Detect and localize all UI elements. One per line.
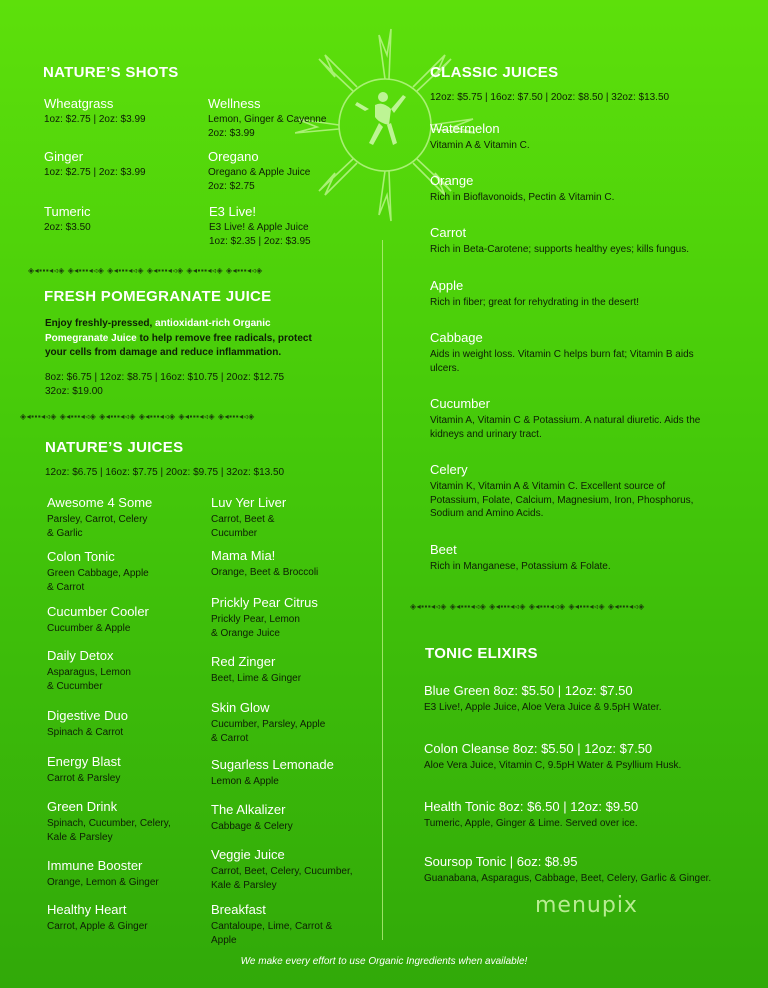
item-desc: Oregano & Apple Juice xyxy=(208,167,311,178)
item-desc: Vitamin A & Vitamin C. xyxy=(430,140,530,151)
item-desc: Vitamin K, Vitamin A & Vitamin C. Excellent source of xyxy=(430,481,666,492)
item-name: Beet xyxy=(430,542,457,557)
item-desc: ulcers. xyxy=(430,362,460,374)
item-desc: & Carrot xyxy=(211,732,249,744)
item-name: E3 Live! xyxy=(209,204,256,219)
item-price: 2oz: $3.99 xyxy=(208,127,255,139)
menu-item xyxy=(430,278,639,310)
item-name: Prickly Pear Citrus xyxy=(211,595,318,610)
item-price: 1oz: $2.35 | 2oz: $3.95 xyxy=(209,235,311,247)
tonic-elixirs-title: TONIC ELIXIRS xyxy=(425,645,538,662)
menu-item xyxy=(47,648,131,693)
menu-item xyxy=(211,802,293,834)
item-desc: Cucumber xyxy=(211,527,258,539)
item-name: Orange xyxy=(430,173,474,188)
item-name: Daily Detox xyxy=(47,648,114,663)
menu-item xyxy=(424,683,662,715)
item-desc: Green Cabbage, Apple xyxy=(47,568,149,579)
menu-item-e3-live xyxy=(209,204,311,248)
menu-item xyxy=(47,902,148,934)
item-name: Tumeric xyxy=(44,204,91,219)
item-name: Carrot xyxy=(430,225,467,240)
menu-item xyxy=(47,708,128,740)
item-name: Colon Tonic xyxy=(47,549,115,564)
ornament-divider: ◈◂▪▪▪◂◃◈ ◈◂▪▪▪◂◃◈ ◈◂▪▪▪◂◃◈ ◈◂▪▪▪◂◃◈ ◈◂▪▪▪◂◃◈ ◈◂▪▪▪◂◃◈ xyxy=(20,412,255,420)
item-name: Apple xyxy=(430,278,464,293)
pomegranate-desc-part: to help remove free radicals, protect your cells from damage and reduce inflammation. xyxy=(45,332,312,358)
item-desc: Lemon, Ginger & Cayenne xyxy=(208,114,327,125)
item-name: Immune Booster xyxy=(47,858,143,873)
item-desc: Carrot & Parsley xyxy=(47,773,121,784)
item-price: 2oz: $2.75 xyxy=(208,180,255,192)
item-name: Breakfast xyxy=(211,902,266,917)
item-price: 1oz: $2.75 | 2oz: $3.99 xyxy=(44,167,146,178)
item-desc: & Garlic xyxy=(47,527,83,539)
natures-juices-prices: 12oz: $6.75 | 16oz: $7.75 | 20oz: $9.75 | 32oz: $13.50 xyxy=(45,467,285,478)
menu-item xyxy=(430,225,689,257)
item-name: Health Tonic 8oz: $6.50 | 12oz: $9.50 xyxy=(424,799,639,814)
item-desc: Cantaloupe, Lime, Carrot & xyxy=(211,921,333,932)
menu-item xyxy=(430,121,530,153)
menu-item xyxy=(47,604,149,636)
item-desc: Cucumber & Apple xyxy=(47,623,131,634)
item-name: Healthy Heart xyxy=(47,902,127,917)
pomegranate-desc-highlight: antioxidant-rich Organic Pomegranate Juice xyxy=(45,318,271,344)
item-price: 2oz: $3.50 xyxy=(44,222,91,233)
item-desc: Carrot, Beet & xyxy=(211,514,275,525)
ornament-divider: ◈◂▪▪▪◂◃◈ ◈◂▪▪▪◂◃◈ ◈◂▪▪▪◂◃◈ ◈◂▪▪▪◂◃◈ ◈◂▪▪▪◂◃◈ ◈◂▪▪▪◂◃◈ xyxy=(28,266,263,274)
menu-item-wellness xyxy=(208,96,326,140)
item-name: Luv Yer Liver xyxy=(211,495,287,510)
item-name: Mama Mia! xyxy=(211,548,276,563)
item-desc: Rich in Beta-Carotene; supports healthy eyes; kills fungus. xyxy=(430,244,690,255)
column-divider xyxy=(382,240,383,940)
menu-item-wheatgrass xyxy=(44,96,146,127)
item-desc: & Cucumber xyxy=(47,680,103,692)
item-name: Green Drink xyxy=(47,799,118,814)
item-name: Red Zinger xyxy=(211,654,276,669)
item-desc: Spinach, Cucumber, Celery, xyxy=(47,818,171,829)
item-desc: Cucumber, Parsley, Apple xyxy=(211,719,326,730)
item-desc: & Carrot xyxy=(47,581,85,593)
menu-item xyxy=(430,396,700,441)
menu-item-ginger xyxy=(44,149,146,180)
pomegranate-desc-part: Enjoy freshly-pressed, xyxy=(45,318,156,329)
menu-item xyxy=(430,173,614,205)
item-name: Soursop Tonic | 6oz: $8.95 xyxy=(424,854,578,869)
item-desc: Tumeric, Apple, Ginger & Lime. Served over ice. xyxy=(424,818,638,829)
item-desc: Parsley, Carrot, Celery xyxy=(47,514,148,525)
item-desc: Vitamin A, Vitamin C & Potassium. A natural diuretic. Aids the xyxy=(430,415,701,426)
menu-item xyxy=(430,462,693,521)
item-name: Celery xyxy=(430,462,468,477)
menu-item xyxy=(211,595,318,640)
menu-item xyxy=(47,858,159,890)
item-desc: Orange, Beet & Broccoli xyxy=(211,567,319,578)
item-desc: Prickly Pear, Lemon xyxy=(211,614,300,625)
item-desc: Sodium and Amino Acids. xyxy=(430,508,544,519)
item-desc: Apple xyxy=(211,934,237,946)
menu-item xyxy=(424,799,638,831)
menu-item xyxy=(47,754,121,786)
item-desc: Rich in fiber; great for rehydrating in the desert! xyxy=(430,297,639,308)
item-desc: Orange, Lemon & Ginger xyxy=(47,877,159,888)
item-name: Colon Cleanse 8oz: $5.50 | 12oz: $7.50 xyxy=(424,741,653,756)
item-desc: Kale & Parsley xyxy=(211,879,277,891)
menu-item xyxy=(47,495,152,540)
menu-item xyxy=(424,854,711,886)
item-desc: Asparagus, Lemon xyxy=(47,667,131,678)
shots-title: NATURE’S SHOTS xyxy=(43,64,179,81)
item-name: Cabbage xyxy=(430,330,483,345)
menu-item xyxy=(47,549,149,594)
item-desc: Rich in Manganese, Potassium & Folate. xyxy=(430,561,611,572)
menu-item xyxy=(211,902,332,947)
menu-item-tumeric xyxy=(44,204,91,235)
item-name: Awesome 4 Some xyxy=(47,495,153,510)
item-desc: kidneys and urinary tract. xyxy=(430,428,542,440)
footer-note: We make every effort to use Organic Ingredients when available! xyxy=(240,956,528,967)
item-name: Energy Blast xyxy=(47,754,121,769)
menu-item xyxy=(430,542,611,574)
item-desc: Kale & Parsley xyxy=(47,831,113,843)
menupix-watermark: menupix xyxy=(535,893,638,918)
menu-item xyxy=(211,548,318,580)
item-desc: Lemon & Apple xyxy=(211,776,279,787)
item-name: Oregano xyxy=(208,149,259,164)
item-name: Veggie Juice xyxy=(211,847,285,862)
item-desc: & Orange Juice xyxy=(211,627,280,639)
classic-juices-prices: 12oz: $5.75 | 16oz: $7.50 | 20oz: $8.50 | 32oz: $13.50 xyxy=(430,92,670,103)
item-name: Digestive Duo xyxy=(47,708,128,723)
item-desc: Carrot, Beet, Celery, Cucumber, xyxy=(211,866,353,877)
ornament-divider: ◈◂▪▪▪◂◃◈ ◈◂▪▪▪◂◃◈ ◈◂▪▪▪◂◃◈ ◈◂▪▪▪◂◃◈ ◈◂▪▪▪◂◃◈ ◈◂▪▪▪◂◃◈ xyxy=(410,602,645,610)
item-desc: Guanabana, Asparagus, Cabbage, Beet, Celery, Garlic & Ginger. xyxy=(424,873,712,884)
menu-item xyxy=(47,799,171,844)
item-name: Blue Green 8oz: $5.50 | 12oz: $7.50 xyxy=(424,683,633,698)
menu-item xyxy=(211,654,301,686)
item-name: Cucumber xyxy=(430,396,490,411)
menu-item xyxy=(424,741,681,773)
menu-item-oregano xyxy=(208,149,310,193)
menu-item xyxy=(211,847,353,892)
menu-item xyxy=(211,495,286,540)
item-desc: Carrot, Apple & Ginger xyxy=(47,921,148,932)
item-desc: Rich in Bioflavonoids, Pectin & Vitamin C. xyxy=(430,192,615,203)
item-desc: Cabbage & Celery xyxy=(211,821,293,832)
pomegranate-prices: 8oz: $6.75 | 12oz: $8.75 | 16oz: $10.75 | 20oz: $12.75 xyxy=(45,372,285,383)
item-name: Cucumber Cooler xyxy=(47,604,149,619)
classic-juices-title: CLASSIC JUICES xyxy=(430,64,559,81)
item-name: Ginger xyxy=(44,149,84,164)
pomegranate-title: FRESH POMEGRANATE JUICE xyxy=(44,288,272,305)
item-desc: Potassium, Folate, Calcium, Magnesium, Iron, Phosphorus, xyxy=(430,494,694,506)
menu-item xyxy=(430,330,694,375)
item-desc: Aloe Vera Juice, Vitamin C, 9.5pH Water & Psyllium Husk. xyxy=(424,760,682,771)
menu-item xyxy=(211,700,325,745)
pomegranate-description xyxy=(45,317,335,361)
item-name: Wellness xyxy=(208,96,261,111)
pomegranate-prices-32oz: 32oz: $19.00 xyxy=(45,386,103,397)
item-desc: E3 Live!, Apple Juice, Aloe Vera Juice & 9.5pH Water. xyxy=(424,702,662,713)
item-desc: Beet, Lime & Ginger xyxy=(211,673,302,684)
item-name: Wheatgrass xyxy=(44,96,114,111)
item-price: 1oz: $2.75 | 2oz: $3.99 xyxy=(44,114,146,125)
item-desc: Aids in weight loss. Vitamin C helps burn fat; Vitamin B aids xyxy=(430,349,694,360)
item-desc: E3 Live! & Apple Juice xyxy=(209,222,309,233)
menu-item xyxy=(211,757,334,789)
item-name: Skin Glow xyxy=(211,700,270,715)
natures-juices-title: NATURE’S JUICES xyxy=(45,439,184,456)
item-name: Watermelon xyxy=(430,121,500,136)
item-desc: Spinach & Carrot xyxy=(47,727,124,738)
item-name: The Alkalizer xyxy=(211,802,286,817)
item-name: Sugarless Lemonade xyxy=(211,757,334,772)
